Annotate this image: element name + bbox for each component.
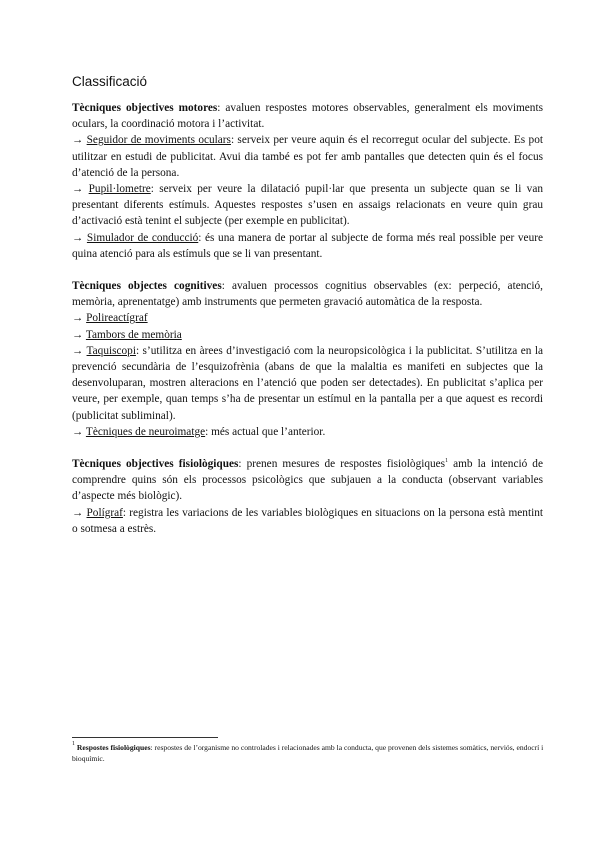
section-cognitives-intro [72, 278, 543, 310]
item-description: : més actual que l’anterior. [205, 425, 326, 438]
footnote-text: : respostes de l’organisme no controlades i relacionades amb la conducta, que provenen dels sistemes somàtics, nerviós, endocrí i bioquímic. [72, 743, 544, 763]
item-name: Tambors de memòria [85, 328, 182, 341]
arrow-icon: → [72, 344, 84, 357]
section-title: Tècniques objectives motores [72, 102, 218, 114]
section-description: : avaluen processos cognitius observables (ex: perpeció, atenció, memòria, aprenentatge) amb instruments que permeten gravació automàtica de la resposta. [72, 280, 543, 309]
item-name: Simulador de conducció [86, 231, 199, 244]
section-gap [72, 440, 543, 456]
footnote-mark: 1 [72, 741, 75, 747]
item-description: : registra les variacions de les variables biològiques en situacions on la persona està mentint o sotmesa a estrès. [72, 506, 544, 535]
section-description-continued: amb la intenció de comprendre quins són els processos psicològics que subjauen a la conducta (observant variables d’aspecte més biològic). [72, 458, 543, 503]
item-description: : s’utilitza en àrees d’investigació com la neuropsicològica i la publicitat. S’utilitza en la prevenció secundària de l’esquizofrènia (abans de que la malaltia es manifeti en subjectes que la desenvoluparan, mostren alteracions en l’atenció que poden ser detectades). En publicitat s’aplica per veure, per exemple, quan temps s’ha de presentar un estímul en la pantalla per a que aquest es recordi (publicitat subliminal). [72, 344, 544, 422]
section-description: : avaluen respostes motores observables, generalment els moviments oculars, la coordinació motora i l’activitat. [72, 102, 543, 131]
section-description: : prenen mesures de respostes fisiològiques [238, 458, 446, 471]
section-title: Tècniques objectes cognitives [72, 280, 222, 293]
footnote-reference[interactable]: 1 [445, 458, 449, 465]
arrow-icon: → [72, 312, 84, 325]
page-title: Classificació [72, 74, 148, 89]
section-title: Tècniques objectives fisiològiques [72, 458, 239, 471]
item-name: Polígraf [86, 506, 123, 519]
arrow-icon: → [72, 328, 84, 341]
item-name: Tècniques de neuroimatge [85, 425, 206, 438]
item-name: Pupil·lometre [88, 183, 151, 196]
item-description: : serveix per veure la dilatació pupil·lar que presenta un subjecte quan se li van presentant diferents estímuls. Aquestes respostes s’usen en assaigs relacionats en veure quin grau d’activació està tenint el subjecte (per exemple en publicitat). [72, 183, 543, 228]
footnote-divider [72, 737, 218, 738]
list-item [72, 327, 543, 343]
item-name: Seguidor de moviments oculars [86, 134, 231, 147]
list-item [72, 424, 543, 440]
arrow-icon: → [72, 231, 84, 244]
document-body [72, 100, 543, 537]
list-item [72, 505, 543, 537]
list-item [72, 181, 543, 230]
arrow-icon: → [72, 183, 84, 196]
list-item [72, 132, 543, 181]
list-item [72, 230, 543, 262]
arrow-icon: → [72, 134, 84, 147]
arrow-icon: → [72, 425, 84, 438]
list-item [72, 310, 543, 326]
item-name: Taquiscopi [86, 344, 136, 357]
item-description: : serveix per veure aquin és el recorregut ocular del subjecte. Es pot utilitzar en estudi de publicitat. Avui dia també es pot fer amb pantalles que detecten quin és el focus d’atenció de la persona. [72, 134, 543, 179]
section-gap [72, 262, 543, 278]
item-name: Polireactígraf [86, 312, 148, 325]
arrow-icon: → [72, 506, 84, 519]
section-fisiologiques-intro [72, 456, 543, 505]
footnote-term: Respostes fisiològiques [76, 743, 151, 752]
item-description: : és una manera de portar al subjecte de forma més real possible per veure quina atenció para als estímuls que se li van presentant. [72, 231, 543, 260]
list-item [72, 343, 543, 424]
footnote [72, 742, 547, 764]
section-motores-intro [72, 100, 543, 132]
